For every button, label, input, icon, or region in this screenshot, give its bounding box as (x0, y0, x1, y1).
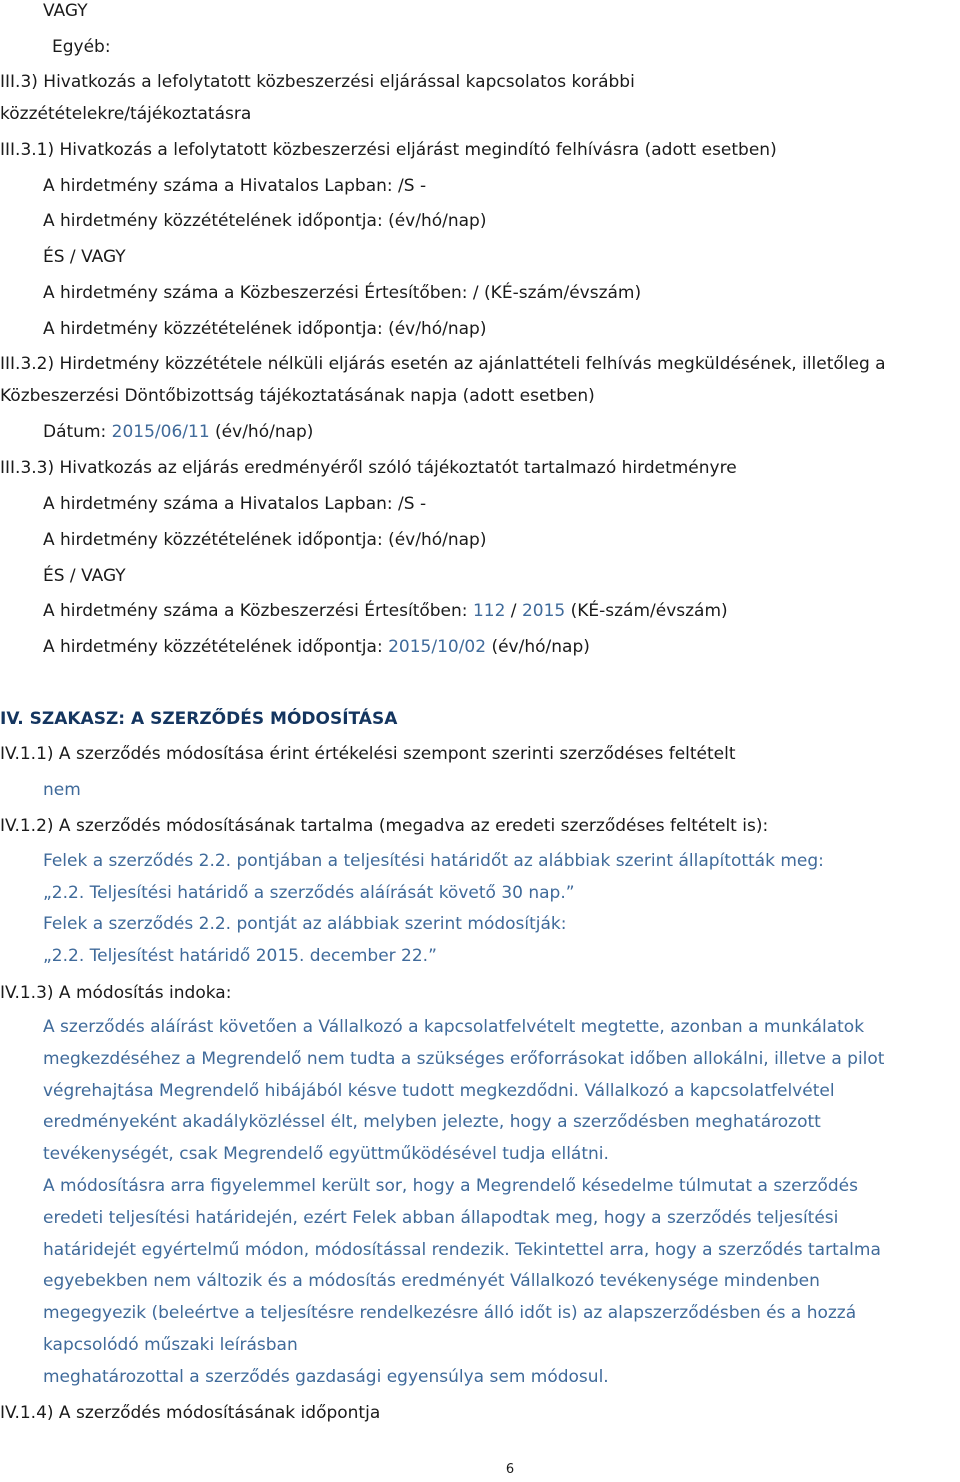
section-iv12-line: „2.2. Teljesítési határidő a szerződés aláírását követő 30 nap.” (43, 883, 575, 903)
section-iv12-line: Felek a szerződés 2.2. pontjában a teljesítési határidőt az alábbiak szerint állapították meg: (43, 851, 824, 871)
body-line: A szerződés aláírást követően a Vállalkozó a kapcsolatfelvételt megtette, azonban a munkálatok (43, 1017, 865, 1037)
ke-date-value: 2015/10/02 (388, 637, 487, 657)
oj-number-line-2: A hirdetmény száma a Hivatalos Lapban: /S - (43, 494, 427, 514)
date-value: 2015/06/11 (111, 422, 210, 442)
section-iv14-heading: IV.1.4) A szerződés módosításának időpontja (0, 1403, 381, 1423)
body-line: A módosításra arra figyelemmel került sor, hogy a Megrendelő késedelme túlmutat a szerződés (43, 1175, 858, 1196)
section-iv-title: IV. SZAKASZ: A SZERZŐDÉS MÓDOSÍTÁSA (0, 709, 398, 729)
ke-number-line: A hirdetmény száma a Közbeszerzési Értesítőben: / (KÉ-szám/évszám) (43, 283, 642, 303)
section-iv13-body (43, 1012, 958, 1394)
vagy-label: VAGY (43, 1, 88, 21)
body-line: kapcsolódó műszaki leírásban (43, 1334, 298, 1355)
body-line: egyebekben nem változik és a módosítás eredményét Vállalkozó tevékenysége mindenben (43, 1271, 820, 1292)
date-format: (év/hó/nap) (215, 422, 314, 442)
section-iv12-line: „2.2. Teljesítést határidő 2015. december 22.” (43, 946, 437, 966)
body-line: határidejét egyértelmű módon, módosítással rendezik. Tekintettel arra, hogy a szerződés tartalma (43, 1239, 881, 1260)
ke-number-value: 112 (472, 601, 506, 621)
oj-date-line: A hirdetmény közzétételének időpontja: (év/hó/nap) (43, 211, 487, 231)
section-iii33-heading: III.3.3) Hivatkozás az eljárás eredményéről szóló tájékoztatót tartalmazó hirdetményre (0, 458, 737, 478)
section-iii31-heading: III.3.1) Hivatkozás a lefolytatott közbeszerzési eljárást megindító felhívásra (adott esetben) (0, 140, 777, 160)
section-iv12-line: Felek a szerződés 2.2. pontját az alábbiak szerint módosítják: (43, 914, 567, 934)
body-line: megkezdéséhez a Megrendelő nem tudta a szükséges erőforrásokat időben allokálni, illetve a pilot (43, 1048, 885, 1069)
ke-date-line-2 (43, 636, 590, 658)
date-line (43, 421, 313, 443)
date-label: Dátum: (43, 422, 107, 442)
ke-number-label: A hirdetmény száma a Közbeszerzési Értesítőben: (43, 601, 468, 621)
oj-date-line-2: A hirdetmény közzétételének időpontja: (év/hó/nap) (43, 530, 487, 550)
es-vagy-label-2: ÉS / VAGY (43, 566, 126, 586)
section-iii32-heading-line2: Közbeszerzési Döntőbizottság tájékoztatásának napja (adott esetben) (0, 386, 595, 406)
body-line: végrehajtása Megrendelő hibájából késve tudott megkezdődni. Vállalkozó a kapcsolatfelvétel (43, 1080, 835, 1101)
section-iv11-value: nem (43, 780, 81, 800)
page-number: 6 (505, 1462, 515, 1477)
ke-year-value: 2015 (521, 601, 566, 621)
section-iii32-heading-line1: III.3.2) Hirdetmény közzététele nélküli eljárás esetén az ajánlattételi felhívás megküldésének, illetőleg a (0, 354, 886, 374)
body-line: eredményeként akadályközléssel élt, melyben jelezte, hogy a szerződésben meghatározott (43, 1112, 821, 1133)
body-line: tevékenységét, csak Megrendelő együttműködésével tudja ellátni. (43, 1144, 609, 1165)
section-iii3-heading-line2: közzétételekre/tájékoztatásra (0, 104, 252, 124)
ke-number-line-2 (43, 600, 728, 622)
section-iii3-heading-line1: III.3) Hivatkozás a lefolytatott közbeszerzési eljárással kapcsolatos korábbi (0, 72, 635, 92)
es-vagy-label: ÉS / VAGY (43, 247, 126, 267)
ke-number-format: (KÉ-szám/évszám) (570, 601, 728, 621)
section-iv12-heading: IV.1.2) A szerződés módosításának tartalma (megadva az eredeti szerződéses feltételt is): (0, 816, 769, 836)
body-line: eredeti teljesítési határidején, ezért Felek abban állapodtak meg, hogy a szerződés teljesítési (43, 1207, 839, 1228)
egyeb-label: Egyéb: (52, 37, 111, 57)
body-line: megegyezik (beleértve a teljesítésre rendelkezésre álló időt is) az alapszerződésben és a hozzá (43, 1303, 857, 1324)
section-iv13-heading: IV.1.3) A módosítás indoka: (0, 983, 232, 1003)
ke-date-label: A hirdetmény közzétételének időpontja: (43, 637, 383, 657)
section-iv11-heading: IV.1.1) A szerződés módosítása érint értékelési szempont szerinti szerződéses feltételt (0, 744, 736, 764)
ke-number-sep: / (510, 601, 517, 621)
ke-date-line: A hirdetmény közzétételének időpontja: (év/hó/nap) (43, 319, 487, 339)
ke-date-format: (év/hó/nap) (491, 637, 590, 657)
oj-number-line: A hirdetmény száma a Hivatalos Lapban: /S - (43, 176, 427, 196)
body-line: meghatározottal a szerződés gazdasági egyensúlya sem módosul. (43, 1366, 609, 1387)
